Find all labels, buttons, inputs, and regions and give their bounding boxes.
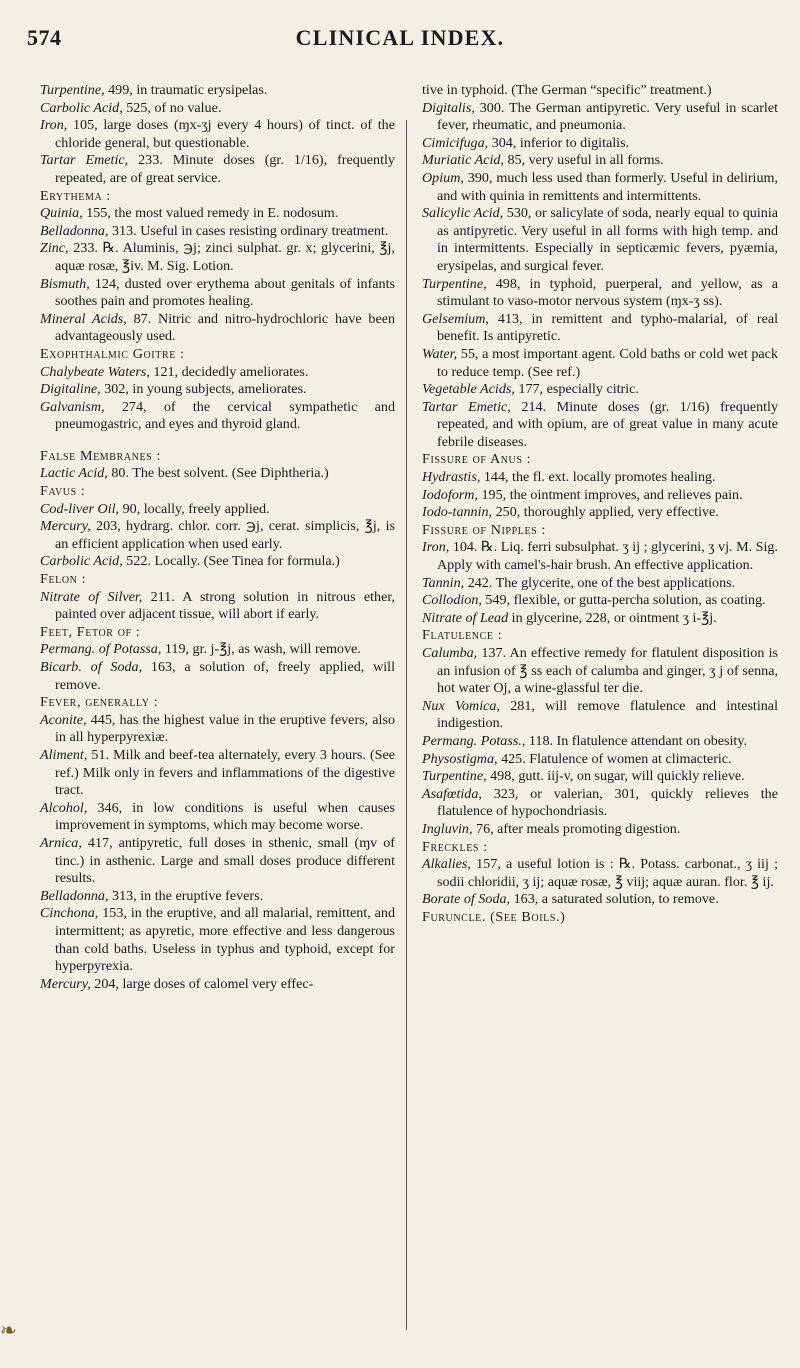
index-entry [422, 891, 778, 909]
entry-text: 281, will remove flatulence and intestinal indigestion. [437, 697, 778, 732]
index-entry [422, 381, 778, 399]
entry-text: 250, thoroughly applied, very effective. [492, 504, 719, 521]
remedy-name: Digitalis, [422, 99, 475, 116]
index-entry [40, 501, 395, 519]
remedy-name: Aliment, [40, 746, 88, 763]
entry-text: 425. Flatulence of women at climacteric. [497, 750, 732, 767]
entry-text: 85, very useful in all forms. [503, 152, 664, 169]
index-entry [40, 117, 395, 152]
entry-text: 153, in the eruptive, and all malarial, remittent, and intermittent; as apyretic, more effective and less dangerous than cold baths. Useless in typhus and typhoid, except for hyperpyrexia. [55, 905, 395, 975]
running-title: CLINICAL INDEX. [295, 25, 505, 50]
index-entry [40, 399, 395, 434]
index-entry [40, 553, 395, 571]
entry-text: 525, of no value. [122, 99, 222, 116]
entry-text: 346, in low conditions is useful when causes improvement in symptoms, which may become worse. [55, 799, 395, 834]
index-entry [40, 905, 395, 975]
index-entry [40, 100, 395, 118]
remedy-name: Turpentine, [40, 82, 105, 98]
column-divider [406, 120, 407, 1330]
index-entry [40, 465, 395, 483]
remedy-name: Borate of Soda, [422, 891, 511, 908]
section-heading: Flatulence : [422, 627, 503, 644]
index-entry [422, 504, 778, 522]
remedy-name: Opium, [422, 169, 464, 186]
entry-text: 87. Nitric and nitro-hydrochloric have been advantageously used. [55, 310, 395, 345]
entry-text: 121, decidedly ameliorates. [149, 363, 309, 380]
index-entry [40, 800, 395, 835]
section-heading: Feet, Fetor of : [40, 623, 141, 640]
entry-text: 323, or valerian, 301, quickly relieves the flatulence of hypochondriasis. [437, 785, 778, 820]
entry-text: tive in typhoid. (The German “specific” treatment.) [422, 82, 712, 98]
index-entry [422, 786, 778, 821]
remedy-name: Tannin, [422, 574, 465, 591]
index-entry [422, 135, 778, 153]
remedy-name: Turpentine, [422, 275, 487, 292]
entry-text: 105, large doses (ɱx-ʒj every 4 hours) of tinct. of the chloride general, but questionable. [55, 117, 395, 151]
remedy-name: Lactic Acid, [40, 465, 108, 482]
remedy-name: Muriatic Acid, [422, 152, 504, 169]
section-heading: Furuncle. (See Boils.) [422, 908, 566, 925]
entry-text: 204, large doses of calomel very effec- [90, 975, 314, 992]
index-entry [422, 856, 778, 891]
entry-text: 498, in typhoid, puerperal, and yellow, as a stimulant to vaso-motor nervous system (ɱx-ʒ ss). [437, 275, 778, 310]
section-heading: Exophthalmic Goitre : [40, 345, 185, 362]
remedy-name: Turpentine, [422, 768, 487, 785]
index-entry [422, 733, 778, 751]
section-heading: Fever, generally : [40, 694, 159, 711]
index-entry [40, 311, 395, 346]
index-entry [422, 698, 778, 733]
section-heading: Erythema : [40, 187, 111, 204]
remedy-name: Iron, [422, 539, 450, 556]
remedy-name: Mercury, [40, 975, 91, 992]
entry-text: 119, gr. j-℥j, as wash, will remove. [161, 641, 361, 658]
remedy-name: Nux Vomica, [422, 697, 500, 714]
remedy-name: Digitaline, [40, 381, 101, 398]
index-entry [422, 152, 778, 170]
entry-text: 104. ℞. Liq. ferri subsulphat. ʒ ij ; glycerini, ʒ vj. M. Sig. Apply with camel's-hair brush. An effective application. [437, 539, 778, 574]
section-heading: Fissure of Anus : [422, 451, 532, 468]
section-heading: Favus : [40, 483, 86, 500]
entry-text: 76, after meals promoting digestion. [472, 820, 681, 837]
entry-text: 499, in traumatic erysipelas. [104, 82, 268, 98]
index-entry [422, 610, 778, 628]
index-entry [40, 82, 395, 100]
remedy-name: Alcohol, [40, 799, 88, 816]
remedy-name: Zinc, [40, 240, 69, 257]
index-entry [422, 592, 778, 610]
remedy-name: Belladonna, [40, 887, 109, 904]
index-entry [422, 645, 778, 698]
index-entry [40, 518, 395, 553]
index-entry [40, 223, 395, 241]
entry-text: 300. The German antipyretic. Very useful in scarlet fever, rheumatic, and pneumonia. [437, 99, 778, 134]
entry-text: 155, the most valued remedy in E. nodosum. [82, 205, 339, 222]
entry-text: 118. In flatulence attendant on obesity. [525, 732, 748, 749]
entry-text: 124, dusted over erythema about genitals of infants soothes pain and promotes healing. [55, 275, 395, 310]
remedy-name: Vegetable Acids, [422, 381, 515, 398]
remedy-name: Tartar Emetic, [40, 152, 129, 169]
entry-text: 522. Locally. (See Tinea for formula.) [122, 553, 340, 570]
entry-text: 549, flexible, or gutta-percha solution, as coating. [481, 592, 766, 609]
index-entry [40, 381, 395, 399]
entry-text: 313. Useful in cases resisting ordinary treatment. [108, 222, 389, 239]
index-entry [40, 152, 395, 187]
remedy-name: Belladonna, [40, 222, 109, 239]
entry-text: 137. An effective remedy for flatulent disposition is an infusion of ℥ ss each of calumba and ginger, ʒ j of senna, hot water Oj, a wine-glassful ter die. [437, 645, 778, 697]
index-entry [40, 888, 395, 906]
entry-text: 55, a most important agent. Cold baths or cold wet pack to reduce temp. (See ref.) [437, 345, 778, 380]
remedy-name: Mineral Acids, [40, 310, 127, 327]
page-number: 574 [27, 25, 62, 50]
entry-text: 242. The glycerite, one of the best applications. [464, 574, 736, 591]
index-entry [422, 469, 778, 487]
entry-text: in glycerine, 228, or ointment ʒ i-℥j. [508, 609, 717, 626]
left-column [40, 82, 395, 993]
index-entry [40, 835, 395, 888]
remedy-name: Cinchona, [40, 905, 99, 922]
entry-text: 302, in young subjects, ameliorates. [100, 381, 307, 398]
remedy-name: Hydrastis, [422, 469, 481, 486]
remedy-name: Tartar Emetic, [422, 398, 511, 415]
remedy-name: Ingluvin, [422, 820, 473, 837]
entry-text: 157, a useful lotion is : ℞. Potass. carbonat., ʒ iij ; sodii chloridii, ʒ ij; aquæ rosæ, ℥ viij; aquæ auran. flor. ℥ ij. [437, 856, 778, 890]
index-entry [422, 821, 778, 839]
section-heading: Fissure of Nipples : [422, 521, 546, 538]
entry-text: 390, much less used than formerly. Useful in delirium, and with quinia in remittents and intermittents. [437, 169, 778, 204]
right-column [422, 82, 778, 927]
index-entry [422, 311, 778, 346]
index-entry [422, 487, 778, 505]
entry-text: 274, of the cervical sympathetic and pneumogastric, and eyes and thyroid gland. [55, 398, 395, 433]
page-header [0, 0, 800, 70]
remedy-name: Arnica, [40, 834, 82, 851]
entry-text: 211. A strong solution in nitrous ether, painted over adjacent tissue, will abort if early. [55, 588, 395, 623]
remedy-name: Carbolic Acid, [40, 99, 123, 116]
remedy-name: Iodoform, [422, 486, 478, 503]
index-entry [422, 346, 778, 381]
remedy-name: Asafœtida, [422, 785, 482, 802]
entry-text: 214. Minute doses (gr. 1/16) frequently repeated, and with opium, are of great value in many acute febrile diseases. [437, 398, 778, 450]
index-entry [422, 205, 778, 275]
remedy-name: Quinia, [40, 205, 83, 222]
index-entry [422, 276, 778, 311]
remedy-name: Iodo-tannin, [422, 504, 493, 521]
index-entry [40, 364, 395, 382]
remedy-name: Salicylic Acid, [422, 205, 504, 222]
remedy-name: Collodion, [422, 592, 482, 609]
index-entry [422, 768, 778, 786]
entry-text: 313, in the eruptive fevers. [108, 887, 264, 904]
entry-text: 80. The best solvent. (See Diphtheria.) [107, 465, 329, 482]
entry-continuation [422, 82, 778, 100]
entry-text: 530, or salicylate of soda, nearly equal to quinia as antipyretic. Very useful in all forms with high temp. and in intermittents. Especially in septicæmic fevers, pyæmia, erysipelas, and surgical fever. [437, 205, 778, 274]
index-entry [422, 575, 778, 593]
remedy-name: Galvanism, [40, 398, 105, 415]
index-entry [422, 751, 778, 769]
index-entry [40, 641, 395, 659]
index-entry [40, 712, 395, 747]
remedy-name: Alkalies, [422, 856, 471, 873]
remedy-name: Cimicifuga, [422, 134, 489, 151]
entry-text: 144, the fl. ext. locally promotes healing. [480, 469, 716, 486]
entry-text: 304, inferior to digitalis. [488, 134, 630, 151]
section-heading: Freckles : [422, 838, 488, 855]
index-entry [422, 539, 778, 574]
entry-text: 51. Milk and beef-tea alternately, every 3 hours. (See ref.) Milk only in fevers and inflammations of the digestive tract. [55, 746, 395, 799]
remedy-name: Calumba, [422, 645, 478, 661]
index-entry [422, 399, 778, 452]
entry-text: 203, hydrarg. chlor. corr. ℈j, cerat. simplicis, ℥j, is an efficient application when used early. [55, 518, 395, 552]
remedy-name: Nitrate of Lead [422, 609, 509, 626]
entry-text: 233. ℞. Aluminis, ℈j; zinci sulphat. gr. x; glycerini, ℥j, aquæ rosæ, ℥iv. M. Sig. Lotion. [55, 240, 395, 274]
remedy-name: Chalybeate Waters, [40, 363, 150, 380]
index-entry [40, 976, 395, 994]
entry-text: 445, has the highest value in the eruptive fevers, also in all hyperpyrexiæ. [55, 711, 395, 746]
remedy-name: Bismuth, [40, 275, 90, 292]
index-entry [40, 747, 395, 800]
entry-text: 498, gutt. iij-v, on sugar, will quickly relieve. [486, 768, 745, 785]
index-entry [40, 240, 395, 275]
entry-text: 177, especially citric. [514, 381, 639, 398]
remedy-name: Aconite, [40, 711, 87, 728]
remedy-name: Permang. of Potassa, [40, 641, 162, 658]
index-entry [40, 659, 395, 694]
page-edge-mark: ❧ [0, 1320, 17, 1342]
index-entry [40, 205, 395, 223]
index-entry [422, 170, 778, 205]
remedy-name: Iron, [40, 117, 68, 134]
remedy-name: Mercury, [40, 518, 91, 535]
index-entry [40, 276, 395, 311]
remedy-name: Bicarb. of Soda, [40, 659, 143, 675]
remedy-name: Carbolic Acid, [40, 553, 123, 570]
entry-text: 90, locally, freely applied. [119, 500, 270, 517]
remedy-name: Gelsemium, [422, 310, 489, 327]
remedy-name: Water, [422, 345, 458, 362]
remedy-name: Physostigma, [422, 750, 498, 767]
index-entry [422, 100, 778, 135]
remedy-name: Nitrate of Silver, [40, 588, 143, 605]
remedy-name: Permang. Potass., [422, 732, 526, 749]
entry-text: 195, the ointment improves, and relieves pain. [477, 486, 743, 503]
entry-text: 233. Minute doses (gr. 1/16), frequently repeated, are of great service. [55, 152, 395, 186]
index-entry [40, 589, 395, 624]
section-heading: Felon : [40, 571, 87, 588]
section-heading: False Membranes : [40, 447, 161, 464]
remedy-name: Cod-liver Oil, [40, 500, 120, 517]
entry-text: 413, in remittent and typho-malarial, of real benefit. Is antipyretic. [437, 310, 778, 345]
entry-text: 417, antipyretic, full doses in sthenic, small (ɱv of tinc.) in asthenic. Large and small doses produce different results. [55, 834, 395, 887]
entry-text: 163, a saturated solution, to remove. [510, 891, 719, 908]
entry-text: 163, a solution of, freely applied, will remove. [55, 659, 395, 693]
